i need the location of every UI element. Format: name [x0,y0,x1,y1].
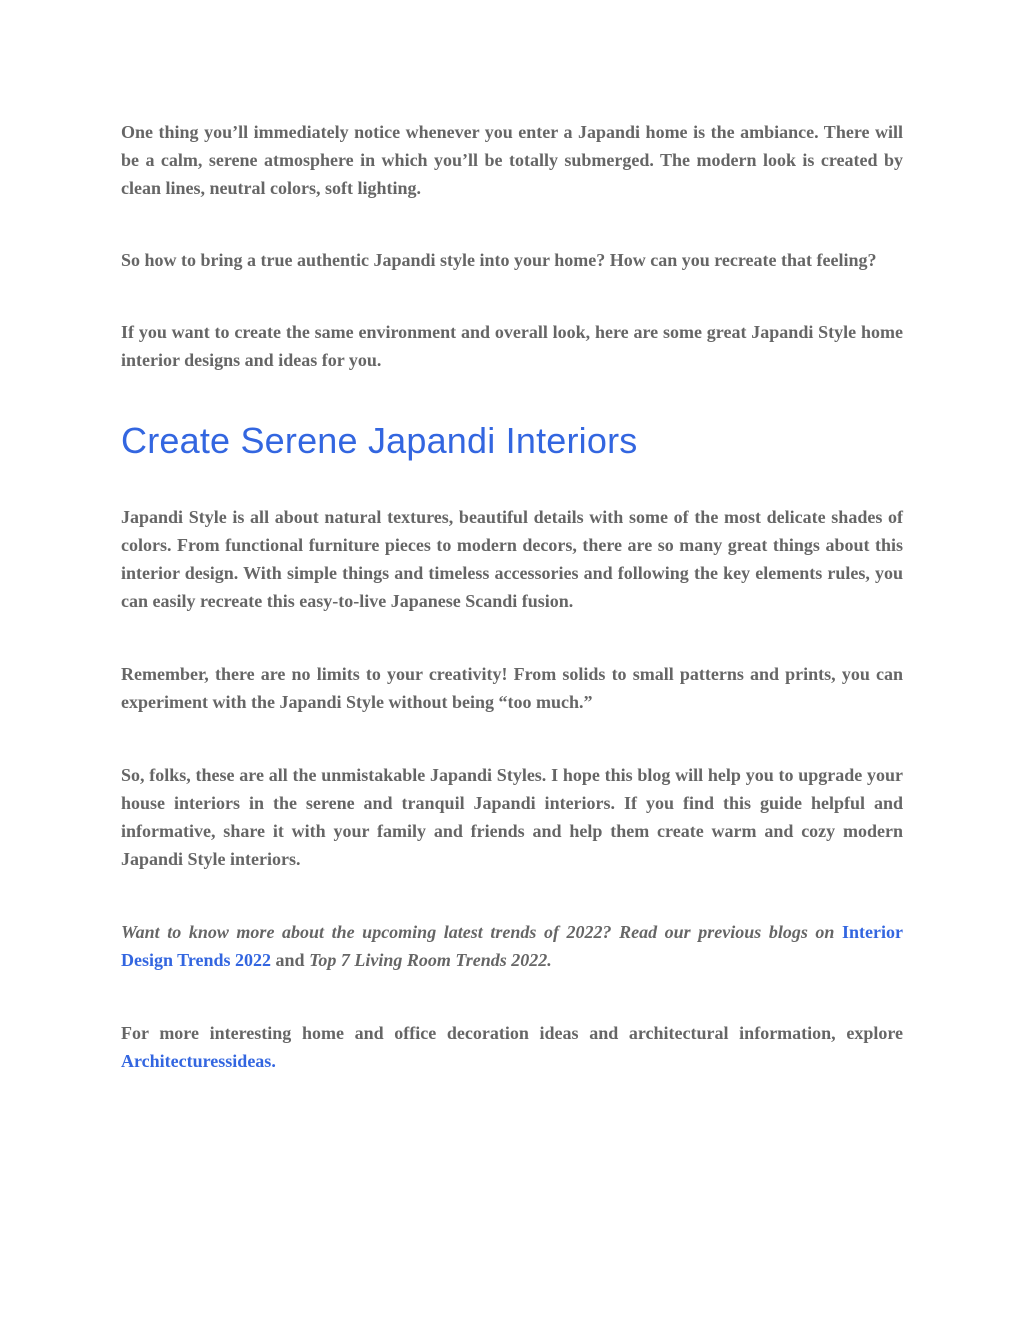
intro-paragraph-3: If you want to create the same environment and overall look, here are some great Japandi Style home interior designs and ideas for you. [121,322,903,370]
trends-joiner-text: and [271,950,310,970]
section-paragraph-3: So, folks, these are all the unmistakable Japandi Styles. I hope this blog will help you to upgrade your house interiors in the serene and tranquil Japandi interiors. If you find this guide helpful and informative, share it with your family and friends and help them create warm and cozy modern Japandi Style interiors. [121,765,903,869]
section-paragraph-1: Japandi Style is all about natural textures, beautiful details with some of the most delicate shades of colors. From functional furniture pieces to modern decors, there are so many great things about this interior design. With simple things and timeless accessories and following the key elements rules, you can easily recreate this easy-to-live Japanese Scandi fusion. [121,507,903,611]
intro-paragraph-2: So how to bring a true authentic Japandi style into your home? How can you recreate that feeling? [121,250,877,270]
explore-lead-text: For more interesting home and office decoration ideas and architectural information, explore [121,1023,903,1043]
living-room-trends-title: Top 7 Living Room Trends 2022. [309,950,552,970]
architecturessideas-link[interactable]: Architecturessideas [121,1051,272,1071]
document-page [121,118,903,1075]
section-paragraph-2: Remember, there are no limits to your creativity! From solids to small patterns and prints, you can experiment with the Japandi Style without being “too much.” [121,664,903,712]
explore-paragraph [121,1019,903,1075]
section-heading: Create Serene Japandi Interiors [121,420,638,461]
interior-design-trends-link[interactable]: Interior Design Trends 2022 [121,922,903,970]
intro-paragraph-1: One thing you’ll immediately notice whenever you enter a Japandi home is the ambiance. There will be a calm, serene atmosphere in which you’ll be totally submerged. The modern look is created by clean lines, neutral colors, soft lighting. [121,122,903,198]
explore-end-text: . [271,1051,276,1071]
trends-lead-text: Want to know more about the upcoming latest trends of 2022? Read our previous blogs on [121,922,843,942]
trends-paragraph [121,918,903,974]
